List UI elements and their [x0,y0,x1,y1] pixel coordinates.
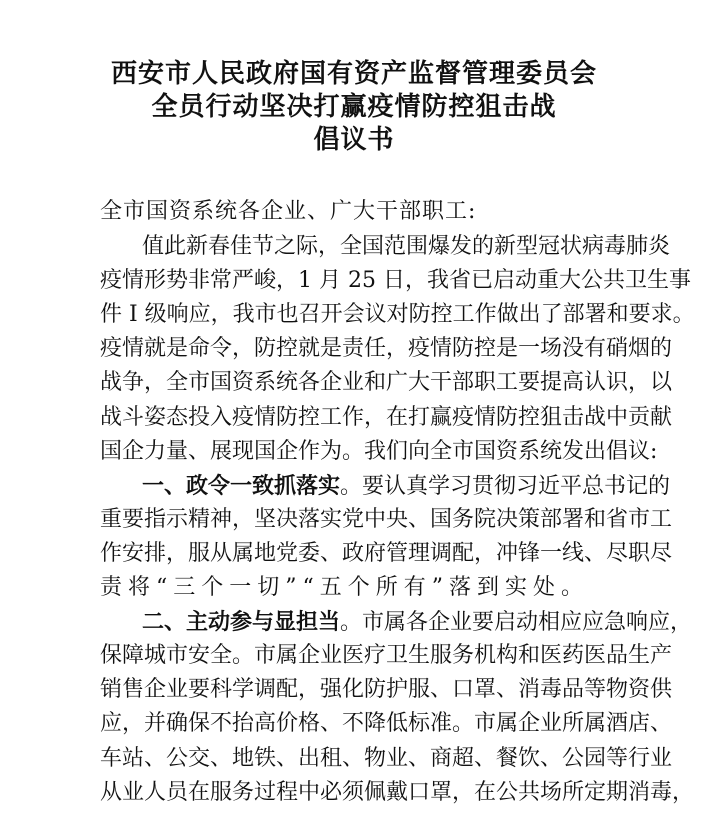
body-line [100,539,673,569]
body-line [142,471,671,502]
line-text: 疫情形势非常严峻，1 月 25 日，我省已启动重大公共卫生事 [100,268,691,294]
section-heading: 一、政令一致抓落实 [142,472,341,499]
body-line [100,709,673,739]
title-line-2: 全员行动坚决打赢疫情防控狙击战 [151,92,557,122]
title-line-3: 倡议书 [313,125,395,155]
line-text: 疫情就是命令，防控就是责任，疫情防控是一场没有硝烟的 [100,336,673,362]
line-text: 从业人员在服务过程中必须佩戴口罩，在公共场所定期消毒， [100,779,695,805]
line-text: 件 I 级响应，我市也召开会议对防控工作做出了部署和要求。 [100,302,695,328]
body-line [100,368,673,398]
body-line [142,607,693,638]
body-line [100,300,695,330]
salutation: 全市国资系统各企业、广大干部职工: [100,199,477,224]
body-line [100,437,658,467]
body-line [100,778,695,808]
line-text: 值此新春佳节之际，全国范围爆发的新型冠状病毒肺炎 [142,234,671,259]
line-text: 应，并确保不抬高价格、不降低标准。市属企业所属酒店、 [100,711,673,737]
body-line [100,675,673,705]
body-line [100,744,673,774]
title-line-1: 西安市人民政府国有资产监督管理委员会 [110,59,597,89]
line-text: 国企力量、展现国企作为。我们向全市国资系统发出倡议: [100,438,658,464]
body-line [100,266,691,296]
line-text: 战斗姿态投入疫情防控工作，在打赢疫情防控狙击战中贡献 [100,404,673,430]
line-text: 重要指示精神，坚决落实党中央、国务院决策部署和省市工 [100,506,673,532]
body-line [100,334,673,364]
line-text: 作安排，服从属地党委、政府管理调配，冲锋一线、尽职尽 [100,540,673,566]
line-text: 保障城市安全。市属企业医疗卫生服务机构和医药医品生产 [100,643,673,669]
section-heading: 二、主动参与显担当 [142,609,341,636]
line-text: 销售企业要科学调配，强化防护服、口罩、消毒品等物资供 [100,677,673,703]
body-line [142,232,671,262]
line-text: 战争，全市国资系统各企业和广大干部职工要提高认识，以 [100,370,673,396]
line-text: 。市属各企业要启动相应应急响应， [340,610,693,636]
body-line [100,505,673,535]
line-text: 车站、公交、地铁、出租、物业、商超、餐饮、公园等行业 [100,745,673,771]
line-text: 。要认真学习贯彻习近平总书记的 [340,473,671,499]
body-line [100,573,622,603]
body-line [100,641,673,671]
body-line [100,403,673,433]
line-text: 责将“三个一切”“五个所有”落到实处。 [100,575,589,600]
